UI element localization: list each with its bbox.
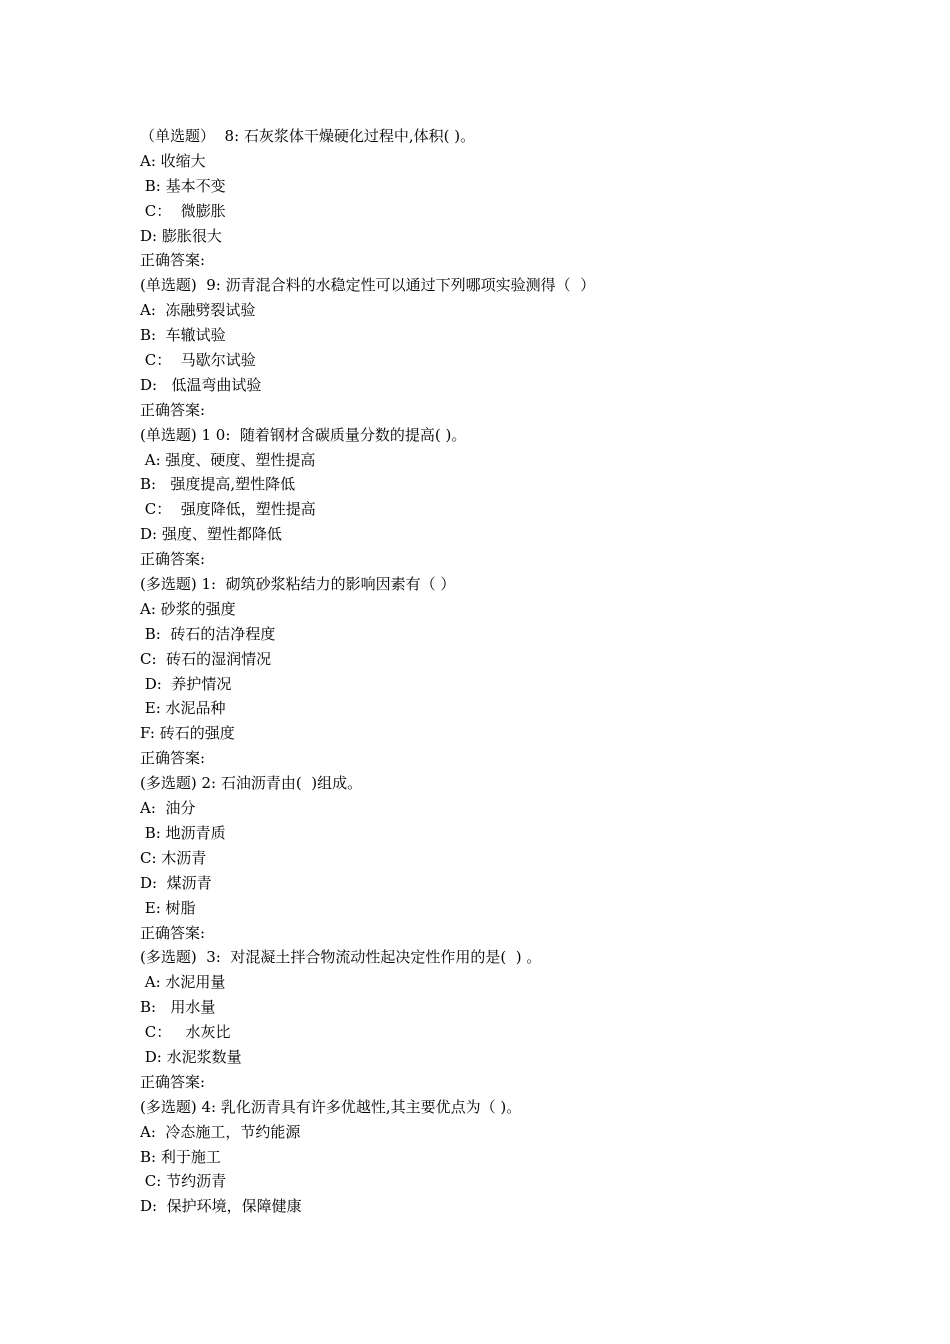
option-line: D: 膨胀很大 (140, 226, 222, 245)
option-line: C: 节约沥青 (140, 1172, 227, 1191)
option-line: D: 强度、塑性都降低 (140, 525, 282, 544)
option-line: D: 煤沥青 (140, 873, 212, 892)
option-line: A: 强度、硬度、塑性提高 (140, 450, 316, 469)
question-line: (单选题) 9: 沥青混合料的水稳定性可以通过下列哪项实验测得（ ） (140, 276, 596, 295)
option-line: C： 微膨胀 (140, 201, 226, 220)
option-line: A: 水泥用量 (140, 973, 226, 992)
option-line: B: 地沥青质 (140, 823, 226, 842)
option-line: D: 水泥浆数量 (140, 1047, 242, 1066)
answer-label: 正确答案: (140, 1072, 206, 1091)
option-line: B: 用水量 (140, 998, 216, 1017)
option-line: E: 树脂 (140, 898, 196, 917)
option-line: B: 利于施工 (140, 1147, 221, 1166)
option-line: A: 冻融劈裂试验 (140, 301, 256, 320)
option-line: E: 水泥品种 (140, 699, 226, 718)
option-line: A: 冷态施工，节约能源 (140, 1122, 301, 1141)
question-line: (多选题) 1: 砌筑砂浆粘结力的影响因素有（ ） (140, 575, 456, 594)
question-line: (单选题) 1 0: 随着钢材含碳质量分数的提高( )。 (140, 425, 467, 444)
option-line: D: 保护环境，保障健康 (140, 1197, 302, 1216)
option-line: A: 收缩大 (140, 151, 206, 170)
answer-label: 正确答案: (140, 749, 206, 768)
option-line: C: 木沥青 (140, 848, 207, 867)
question-line: (多选题) 2: 石油沥青由( )组成。 (140, 774, 363, 793)
option-line: B: 车辙试验 (140, 326, 226, 345)
question-line: (多选题) 3: 对混凝土拌合物流动性起决定性作用的是( ) 。 (140, 948, 542, 967)
option-line: C： 马歇尔试验 (140, 351, 256, 370)
option-line: B: 砖石的洁净程度 (140, 624, 276, 643)
document-body (140, 124, 900, 1219)
question-line: （单选题） 8: 石灰浆体干燥硬化过程中,体积( )。 (140, 127, 476, 145)
option-line: C： 水灰比 (140, 1023, 231, 1042)
option-line: D: 养护情况 (140, 674, 232, 693)
option-line: C： 强度降低，塑性提高 (140, 500, 316, 519)
answer-label: 正确答案: (140, 251, 206, 270)
answer-label: 正确答案: (140, 923, 206, 942)
option-line: B: 强度提高,塑性降低 (140, 475, 296, 494)
option-line: D: 低温弯曲试验 (140, 375, 262, 394)
option-line: A: 油分 (140, 799, 196, 818)
option-line: F: 砖石的强度 (140, 724, 235, 743)
answer-label: 正确答案: (140, 400, 206, 419)
option-line: B: 基本不变 (140, 176, 226, 195)
option-line: C: 砖石的湿润情况 (140, 649, 272, 668)
option-line: A: 砂浆的强度 (140, 599, 236, 618)
question-line: (多选题) 4: 乳化沥青具有许多优越性,其主要优点为（ )。 (140, 1097, 522, 1116)
answer-label: 正确答案: (140, 550, 206, 569)
